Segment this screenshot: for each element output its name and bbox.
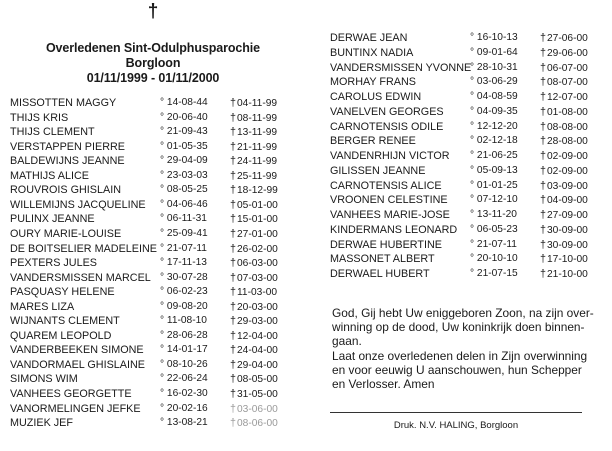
death-date [230, 358, 278, 373]
dagger-icon: † [230, 97, 237, 109]
deceased-name: PEXTERS JULES [10, 257, 98, 270]
dagger-icon: † [540, 105, 547, 118]
death-date-value: 03-06-00 [237, 403, 278, 415]
death-date-value: 24-04-00 [237, 345, 278, 357]
death-date-value: 02-09-00 [547, 151, 588, 162]
death-date-value: 07-03-00 [237, 272, 278, 284]
death-date [230, 314, 278, 329]
death-date-value: 08-06-00 [237, 418, 278, 430]
deceased-name: SIMONS WIM [10, 373, 78, 386]
death-date-value: 26-02-00 [237, 243, 278, 255]
death-date [540, 75, 588, 90]
death-date [230, 140, 277, 155]
death-date-value: 18-12-99 [237, 185, 278, 197]
deceased-name: CARNOTENSIS ODILE [330, 120, 444, 133]
birth-date: ° 29-04-09 [160, 155, 208, 167]
deceased-name: VANORMELINGEN JEFKE [10, 402, 141, 415]
birth-date: ° 01-05-35 [160, 140, 208, 152]
birth-date: ° 03-06-29 [470, 76, 518, 88]
deceased-name: QUAREM LEOPOLD [10, 329, 112, 342]
deceased-name: ROUVROIS GHISLAIN [10, 184, 121, 197]
deceased-name: WIJNANTS CLEMENT [10, 315, 120, 328]
death-date-value: 21-10-00 [547, 269, 588, 280]
birth-date: ° 20-10-10 [470, 253, 518, 265]
birth-date: ° 21-07-15 [470, 268, 518, 279]
birth-date: ° 11-08-10 [160, 315, 207, 327]
period: 01/11/1999 - 01/11/2000 [86, 71, 220, 85]
birth-date: ° 08-05-25 [160, 184, 208, 196]
birth-date: ° 28-10-31 [470, 61, 518, 73]
death-date [230, 416, 278, 431]
birth-date: ° 12-12-20 [470, 120, 518, 132]
death-date-value: 08-07-00 [547, 77, 588, 89]
death-date-value: 28-08-00 [547, 136, 588, 148]
death-date-value: 15-01-00 [237, 214, 278, 226]
birth-date: ° 17-11-13 [160, 257, 207, 269]
death-date [230, 183, 278, 198]
dagger-icon: † [230, 271, 237, 284]
birth-date: ° 04-08-59 [470, 91, 518, 102]
dagger-icon: † [540, 46, 547, 59]
prayer-line: en Verlosser. Amen [332, 377, 435, 391]
death-date [540, 31, 588, 46]
deceased-name: PULINX JEANNE [10, 213, 95, 226]
death-date-value: 04-11-99 [237, 98, 278, 109]
death-date-value: 08-08-00 [547, 121, 588, 133]
birth-date: ° 06-05-23 [470, 223, 518, 235]
birth-date: ° 04-06-46 [160, 198, 208, 210]
deceased-name: WILLEMIJNS JACQUELINE [10, 198, 146, 211]
birth-date: ° 22-06-24 [160, 373, 208, 385]
birth-date: ° 04-09-35 [470, 105, 518, 117]
dagger-icon: † [230, 111, 237, 124]
birth-date: ° 25-09-41 [160, 227, 208, 239]
death-date [230, 111, 277, 126]
cross-icon: † [147, 1, 159, 22]
deceased-name: BUNTINX NADIA [330, 46, 414, 59]
dagger-icon: † [230, 402, 237, 415]
deceased-name: DE BOITSELIER MADELEINE [10, 242, 157, 255]
dagger-icon: † [230, 344, 237, 357]
dagger-icon: † [540, 268, 547, 280]
birth-date: ° 09-01-64 [470, 46, 518, 58]
deceased-name: VANDENRHIJN VICTOR [330, 150, 450, 162]
dagger-icon: † [230, 388, 237, 400]
dagger-icon: † [230, 169, 237, 182]
dagger-icon: † [540, 76, 547, 89]
death-date-value: 11-03-00 [237, 287, 278, 299]
dagger-icon: † [230, 213, 237, 226]
dagger-icon: † [230, 257, 237, 270]
deceased-name: MATHIJS ALICE [10, 169, 89, 182]
deceased-name: DERWAE HUBERTINE [330, 238, 442, 251]
deceased-name: VROONEN CELESTINE [330, 194, 448, 207]
list-title: Overledenen Sint-Odulphusparochie [45, 41, 261, 55]
death-date-value: 27-06-00 [547, 33, 588, 44]
death-date-value: 27-01-00 [237, 228, 278, 240]
dagger-icon: † [230, 242, 237, 255]
birth-date: ° 16-10-13 [470, 32, 518, 43]
death-date [230, 154, 277, 169]
death-date-value: 04-09-00 [547, 195, 588, 207]
death-date [230, 125, 277, 140]
death-date-value: 29-06-00 [547, 47, 588, 59]
deceased-name: OURY MARIE-LOUISE [10, 227, 122, 240]
dagger-icon: † [540, 61, 547, 74]
birth-date: ° 20-02-16 [160, 402, 208, 414]
death-date-value: 06-03-00 [237, 258, 278, 270]
deceased-name: VANELVEN GEORGES [330, 105, 444, 118]
death-date-value: 05-01-00 [237, 199, 278, 211]
death-date [230, 372, 278, 387]
dagger-icon: † [230, 286, 237, 299]
dagger-icon: † [540, 164, 547, 177]
prayer-line: en voor eeuwig U aanschouwen, hun Schepper [332, 363, 582, 377]
death-date-value: 27-09-00 [547, 210, 588, 221]
deceased-name: PASQUASY HELENE [10, 286, 115, 299]
death-date-value: 08-05-00 [237, 374, 278, 386]
birth-date: ° 13-08-21 [160, 417, 208, 429]
deceased-name: THIJS KRIS [10, 111, 69, 124]
deceased-name: CARNOTENSIS ALICE [330, 179, 442, 192]
death-date [230, 285, 277, 300]
deceased-name: DERWAEL HUBERT [330, 268, 430, 280]
deceased-name: MUZIEK JEF [10, 417, 73, 430]
death-date [540, 179, 588, 194]
death-date-value: 29-04-00 [237, 359, 278, 371]
dagger-icon: † [540, 135, 547, 148]
prayer-line: winning op de dood, Uw koninkrijk doen binnen- [332, 320, 585, 334]
printer-credit: Druk. N.V. HALING, Borgloon [393, 420, 519, 431]
death-date [540, 223, 588, 238]
deceased-name: VANHEES GEORGETTE [10, 388, 132, 400]
dagger-icon: † [540, 32, 547, 44]
deceased-name: BERGER RENEE [330, 135, 416, 148]
death-date [230, 256, 278, 271]
prayer-line: gaan. [332, 334, 362, 348]
dagger-icon: † [540, 209, 547, 221]
birth-date: ° 09-08-20 [160, 300, 208, 312]
prayer-line: Laat onze overledenen delen in Zijn overwinning [332, 349, 588, 363]
deceased-name: GILISSEN JEANNE [330, 164, 426, 177]
deceased-name: VANDERSMISSEN MARCEL [10, 271, 151, 284]
death-date [540, 252, 588, 267]
death-date [230, 300, 278, 315]
death-date [540, 120, 588, 135]
death-date [540, 105, 588, 120]
death-date-value: 08-11-99 [237, 112, 278, 124]
deceased-name: THIJS CLEMENT [10, 126, 95, 139]
parish-place: Borgloon [125, 56, 181, 70]
death-date-value: 20-03-00 [237, 301, 278, 313]
death-date [540, 238, 588, 253]
deceased-name: VANDORMAEL GHISLAINE [10, 358, 145, 371]
deceased-name: VANHEES MARIE-JOSE [330, 209, 450, 221]
death-date [230, 343, 278, 358]
death-date [540, 164, 588, 179]
death-date [540, 61, 588, 76]
death-date-value: 17-10-00 [547, 254, 588, 266]
death-date-value: 31-05-00 [237, 389, 278, 400]
deceased-name: MORHAY FRANS [330, 76, 416, 89]
deceased-name: VANDERSMISSEN YVONNE [330, 61, 472, 74]
dagger-icon: † [230, 155, 237, 168]
dagger-icon: † [540, 150, 547, 162]
dagger-icon: † [230, 198, 237, 211]
death-date-value: 12-04-00 [237, 330, 278, 342]
birth-date: ° 05-09-13 [470, 164, 518, 176]
death-date-value: 06-07-00 [547, 62, 588, 74]
birth-date: ° 20-06-40 [160, 111, 208, 123]
dagger-icon: † [230, 315, 237, 328]
death-date-value: 29-03-00 [237, 316, 278, 328]
death-date [230, 96, 277, 111]
birth-date: ° 23-03-03 [160, 169, 208, 181]
death-date [230, 227, 278, 242]
dagger-icon: † [540, 120, 547, 133]
birth-date: ° 08-10-26 [160, 358, 208, 370]
birth-date: ° 07-12-10 [470, 194, 518, 206]
dagger-icon: † [230, 126, 237, 139]
death-date-value: 02-09-00 [547, 165, 588, 177]
birth-date: ° 14-08-44 [160, 97, 208, 108]
death-date-value: 03-09-00 [547, 180, 588, 192]
dagger-icon: † [540, 179, 547, 192]
death-date [540, 46, 588, 61]
deceased-name: VANDERBEEKEN SIMONE [10, 344, 144, 357]
death-date [230, 387, 278, 402]
dagger-icon: † [230, 184, 237, 197]
birth-date: ° 21-07-11 [160, 242, 207, 254]
deceased-name: MARES LIZA [10, 300, 75, 313]
deceased-name: MASSONET ALBERT [330, 253, 435, 266]
deceased-name: MISSOTTEN MAGGY [10, 97, 117, 109]
birth-date: ° 02-12-18 [470, 135, 518, 147]
prayer-text [332, 306, 612, 391]
death-date [540, 208, 588, 223]
dagger-icon: † [540, 194, 547, 207]
death-date [230, 198, 278, 213]
dagger-icon: † [540, 238, 547, 251]
death-date-value: 01-08-00 [547, 106, 588, 118]
dagger-icon: † [540, 91, 547, 103]
death-date [230, 169, 277, 184]
birth-date: ° 06-02-23 [160, 286, 208, 298]
death-date-value: 13-11-99 [237, 127, 278, 139]
deceased-name: BALDEWIJNS JEANNE [10, 155, 125, 168]
birth-date: ° 14-01-17 [160, 344, 208, 356]
death-date-value: 30-09-00 [547, 224, 588, 236]
death-date-value: 24-11-99 [237, 156, 278, 168]
prayer-line: God, Gij hebt Uw eniggeboren Zoon, na zijn over- [332, 306, 594, 320]
birth-date: ° 16-02-30 [160, 388, 208, 399]
death-date-value: 12-07-00 [547, 92, 588, 103]
death-date [540, 134, 588, 149]
dagger-icon: † [230, 140, 237, 153]
death-date [230, 329, 278, 344]
birth-date: ° 21-09-43 [160, 126, 208, 138]
death-date-value: 25-11-99 [237, 170, 278, 182]
death-date [540, 90, 588, 105]
divider [330, 412, 582, 413]
birth-date: ° 21-07-11 [470, 238, 517, 250]
deceased-name: DERWAE JEAN [330, 32, 408, 44]
death-date [230, 212, 278, 227]
death-date [230, 402, 278, 417]
dagger-icon: † [540, 253, 547, 266]
birth-date: ° 30-07-28 [160, 271, 208, 283]
dagger-icon: † [230, 329, 237, 342]
death-date [540, 267, 588, 282]
death-date-value: 30-09-00 [547, 239, 588, 251]
dagger-icon: † [230, 227, 237, 240]
dagger-icon: † [230, 417, 237, 430]
death-date-value: 21-11-99 [237, 141, 278, 153]
dagger-icon: † [230, 373, 237, 386]
deceased-name: CAROLUS EDWIN [330, 91, 422, 103]
birth-date: ° 06-11-31 [160, 213, 207, 225]
deceased-name: VERSTAPPEN PIERRE [10, 140, 125, 153]
dagger-icon: † [540, 223, 547, 236]
death-date [540, 149, 588, 164]
death-date [230, 271, 278, 286]
birth-date: ° 01-01-25 [470, 179, 518, 191]
birth-date: ° 28-06-28 [160, 329, 208, 341]
death-date [540, 193, 588, 208]
birth-date: ° 13-11-20 [470, 209, 517, 220]
dagger-icon: † [230, 358, 237, 371]
deceased-name: KINDERMANS LEONARD [330, 223, 458, 236]
dagger-icon: † [230, 300, 237, 313]
death-date [230, 242, 278, 257]
birth-date: ° 21-06-25 [470, 150, 518, 161]
